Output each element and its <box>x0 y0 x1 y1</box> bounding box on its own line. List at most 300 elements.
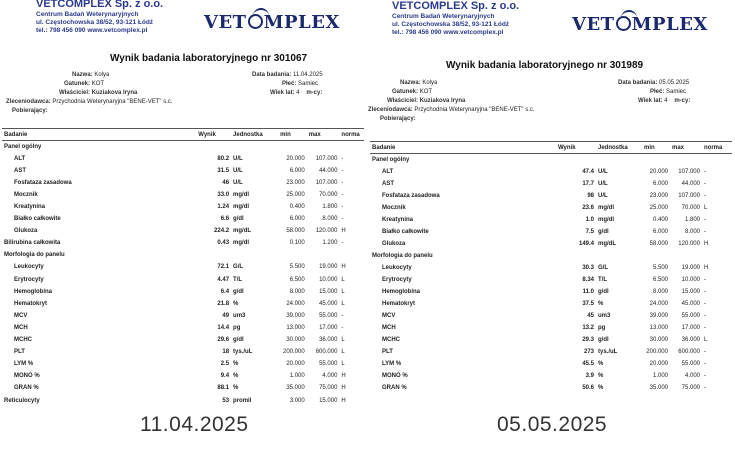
company-name: VETCOMPLEX Sp. z o.o. <box>36 0 164 10</box>
max-value: 70.000 <box>319 191 338 198</box>
result-value: 30.3 <box>582 264 594 271</box>
unit: g/dl <box>598 228 609 235</box>
max-value: 19.000 <box>681 264 700 271</box>
result-value: 273 <box>583 348 594 355</box>
table-row <box>370 202 732 214</box>
test-name: MCV <box>14 312 28 319</box>
owner-row: Właściciel: Kuziakova Iryna <box>59 90 138 96</box>
age-years: 4 <box>296 90 300 96</box>
result-value: 2.5 <box>220 361 230 368</box>
max-value: 45.000 <box>681 300 700 307</box>
table-row <box>2 394 364 406</box>
table-row <box>370 286 732 298</box>
section-row <box>2 249 364 261</box>
species-row: Gatunek: KOT <box>64 81 105 87</box>
result-value: 88.1 <box>217 385 230 392</box>
unit: g/dl <box>233 288 244 295</box>
test-name: Fosfataza zasadowa <box>14 179 72 186</box>
max-value: 45.000 <box>319 300 338 307</box>
min-value: 13.000 <box>649 324 668 331</box>
company-name: VETCOMPLEX Sp. z o.o. <box>392 0 520 12</box>
min-value: 20.000 <box>286 361 305 368</box>
norm-flag: - <box>704 348 706 355</box>
test-name: Erytrocyty <box>382 276 412 283</box>
report-title: Wynik badania laboratoryjnego nr 301067 <box>110 53 308 64</box>
section-label: Morfologia do panelu <box>372 252 433 259</box>
section-label: Panel ogólny <box>372 156 410 163</box>
column-header-norma: norma <box>702 142 732 154</box>
min-value: 1.000 <box>289 373 305 380</box>
max-value: 55.000 <box>681 312 700 319</box>
result-value: 1.0 <box>585 216 594 223</box>
unit: U/L <box>598 192 608 199</box>
table-row <box>2 261 364 273</box>
table-row <box>2 189 364 201</box>
test-date-row: Data badania: 05.05.2025 <box>618 80 690 86</box>
result-value: 29.6 <box>217 337 230 344</box>
max-value: 44.000 <box>681 180 700 187</box>
table-row <box>370 358 732 370</box>
table-row <box>370 238 732 250</box>
section-row <box>2 141 364 153</box>
unit: g/dl <box>233 216 244 223</box>
section-label: Panel ogólny <box>4 143 42 150</box>
result-value: 47.4 <box>582 168 594 175</box>
table-row <box>370 322 732 334</box>
test-name: PLT <box>382 348 393 355</box>
test-name: Leukocyty <box>14 264 44 271</box>
table-row <box>370 226 732 238</box>
min-value: 13.000 <box>286 324 305 331</box>
min-value: 8.000 <box>289 288 305 295</box>
norm-flag: - <box>704 288 706 295</box>
max-value: 15.000 <box>319 288 338 295</box>
max-value: 107.000 <box>678 192 700 199</box>
test-name: Mocznik <box>382 204 406 211</box>
test-name: Hemoglobina <box>14 288 53 295</box>
max-value: 75.000 <box>319 385 338 392</box>
result-value: 0.43 <box>217 240 230 247</box>
test-name: Hematokryt <box>382 300 416 307</box>
test-name: AST <box>382 180 394 187</box>
unit: G/L <box>598 264 608 271</box>
date-caption-right: 05.05.2025 <box>497 413 608 436</box>
min-value: 39.000 <box>649 312 668 319</box>
min-value: 6.500 <box>652 276 668 283</box>
result-value: 45.5 <box>582 360 594 367</box>
min-value: 20.000 <box>649 168 668 175</box>
section-row <box>370 250 732 262</box>
norm-flag: - <box>341 204 344 211</box>
norm-flag: L <box>704 204 708 211</box>
test-name: AST <box>14 167 26 174</box>
test-name: MONO % <box>382 372 408 379</box>
test-name: MCH <box>382 324 396 331</box>
result-value: 8.34 <box>582 276 594 283</box>
norm-flag: L <box>341 288 345 295</box>
unit: g/dl <box>598 336 609 343</box>
test-name: MCH <box>14 324 28 331</box>
max-value: 600.000 <box>678 348 700 355</box>
test-name: PLT <box>14 349 25 356</box>
max-value: 107.000 <box>315 155 338 162</box>
unit: g/dl <box>233 337 244 344</box>
min-value: 25.000 <box>286 191 305 198</box>
max-value: 36.000 <box>681 336 700 343</box>
unit: % <box>598 372 604 379</box>
unit: U/L <box>598 168 608 175</box>
patient-name-row: Nazwa: Kolya <box>72 72 110 78</box>
test-date: 05.05.2025 <box>659 80 690 86</box>
table-row <box>2 177 364 189</box>
table-row <box>2 370 364 382</box>
max-value: 55.000 <box>319 312 338 319</box>
test-name: MONO % <box>14 373 40 380</box>
result-value: 49 <box>222 312 230 319</box>
unit: U/L <box>233 167 243 174</box>
max-value: 10.000 <box>319 276 338 283</box>
max-value: 36.000 <box>319 337 338 344</box>
table-row <box>370 346 732 358</box>
min-value: 30.000 <box>649 336 668 343</box>
table-row <box>370 382 732 394</box>
table-row <box>370 334 732 346</box>
result-value: 53 <box>222 397 230 404</box>
unit: mg/dl <box>233 240 250 247</box>
collector-row: Pobierający: <box>380 116 416 122</box>
unit: % <box>598 360 604 367</box>
max-value: 75.000 <box>681 384 700 391</box>
test-name: MCHC <box>382 336 400 343</box>
logo-o-icon <box>248 14 263 29</box>
result-value: 80.2 <box>217 155 230 162</box>
min-value: 6.000 <box>652 228 668 235</box>
unit: % <box>598 384 604 391</box>
column-header-jednostka: Jednostka <box>596 142 642 154</box>
section-row <box>370 154 732 166</box>
owner: Kuziakova Iryna <box>419 98 466 104</box>
species: KOT <box>419 89 433 95</box>
min-value: 6.000 <box>289 216 305 223</box>
max-value: 15.000 <box>681 288 700 295</box>
norm-flag: - <box>704 228 706 235</box>
unit: promil <box>233 397 252 404</box>
result-value: 50.6 <box>582 384 594 391</box>
result-value: 6.6 <box>220 216 230 223</box>
test-name: Glukoza <box>14 228 38 235</box>
unit: tys./uL <box>233 349 253 356</box>
max-value: 19.000 <box>319 264 338 271</box>
norm-flag: - <box>341 179 344 186</box>
table-row <box>370 214 732 226</box>
species: KOT <box>91 81 105 87</box>
unit: g/dl <box>598 288 609 295</box>
max-value: 600.000 <box>315 349 338 356</box>
test-name: Kreatynina <box>14 204 46 211</box>
report-title: Wynik badania laboratoryjnego nr 301989 <box>446 60 644 71</box>
table-row <box>2 225 364 237</box>
unit: um3 <box>233 312 246 319</box>
unit: % <box>233 361 239 368</box>
test-name: LYM % <box>382 360 402 367</box>
age-years: 4 <box>664 98 668 104</box>
vetcomplex-logo: VET MPLEX <box>572 14 708 35</box>
collector-row: Pobierający: <box>12 108 48 114</box>
sex-row: Płeć: Samiec <box>282 81 319 87</box>
test-date: 11.04.2025 <box>293 72 323 78</box>
age-row: Wiek lat: 4 m-cy: <box>638 98 691 104</box>
norm-flag: H <box>341 397 346 404</box>
test-date-row: Data badania: 11.04.2025 <box>252 72 323 78</box>
sex: Samiec <box>298 81 319 87</box>
table-row <box>2 334 364 346</box>
test-name: LYM % <box>14 361 34 368</box>
test-name: Reticulocyty <box>4 397 40 404</box>
patient-name-row: Nazwa: Kolya <box>400 80 438 86</box>
min-value: 23.000 <box>649 192 668 199</box>
test-name: Hematokryt <box>14 300 48 307</box>
result-value: 9.4 <box>220 373 230 380</box>
patient-name: Kolya <box>422 80 438 86</box>
table-row <box>2 322 364 334</box>
min-value: 39.000 <box>286 312 305 319</box>
max-value: 107.000 <box>678 168 700 175</box>
column-header-badanie: Badanie <box>370 142 556 154</box>
min-value: 8.000 <box>652 288 668 295</box>
norm-flag: - <box>341 216 344 223</box>
unit: % <box>233 373 239 380</box>
table-row <box>2 274 364 286</box>
table-row <box>370 166 732 178</box>
norm-flag: H <box>341 385 346 392</box>
result-value: 13.2 <box>582 324 594 331</box>
date-caption-left: 11.04.2025 <box>140 413 249 436</box>
min-value: 58.000 <box>286 228 305 235</box>
table-row <box>2 153 364 165</box>
table-row <box>2 286 364 298</box>
results-table-left <box>2 128 364 407</box>
sex: Samiec <box>666 89 687 95</box>
max-value: 10.000 <box>681 276 700 283</box>
norm-flag: - <box>704 276 706 283</box>
result-value: 6.4 <box>220 288 230 295</box>
result-value: 37.5 <box>582 300 594 307</box>
unit: pg <box>233 324 241 331</box>
min-value: 6.500 <box>289 276 305 283</box>
unit: % <box>233 300 239 307</box>
min-value: 0.100 <box>289 240 305 247</box>
client-row: Zleceniodawca: Przychodnia Weterynaryjna "BENE-VET" s.c. <box>368 107 535 113</box>
unit: G/L <box>233 264 244 271</box>
unit: um3 <box>598 312 611 319</box>
age-row: Wiek lat: 4 m-cy: <box>270 90 323 96</box>
unit: % <box>598 300 604 307</box>
norm-flag: H <box>341 264 346 271</box>
table-row <box>370 274 732 286</box>
norm-flag: - <box>341 312 344 319</box>
norm-flag: - <box>704 300 706 307</box>
unit: T/L <box>233 276 243 283</box>
min-value: 5.500 <box>289 264 305 271</box>
unit: U/L <box>233 179 243 186</box>
max-value: 1.800 <box>322 204 338 211</box>
result-value: 149.4 <box>578 240 594 247</box>
column-header-badanie: Badanie <box>2 129 196 141</box>
client: Przychodnia Weterynaryjna "BENE-VET" s.c. <box>52 99 173 105</box>
unit: mg/dL <box>233 228 252 235</box>
norm-flag: - <box>704 372 706 379</box>
test-name: Białko całkowite <box>382 228 429 235</box>
table-header <box>370 142 732 154</box>
company-line-1: Centrum Badań Weterynaryjnych <box>36 11 139 18</box>
table-row <box>370 190 732 202</box>
section-label: Morfologia do panelu <box>4 252 65 259</box>
table-row <box>2 382 364 394</box>
results-table-right <box>370 141 732 394</box>
unit: T/L <box>598 276 607 283</box>
max-value: 1.800 <box>684 216 700 223</box>
min-value: 35.000 <box>649 384 668 391</box>
norm-flag: L <box>341 361 345 368</box>
max-value: 1.200 <box>322 240 338 247</box>
table-row <box>370 178 732 190</box>
result-value: 1.24 <box>217 204 230 211</box>
min-value: 200.000 <box>646 348 668 355</box>
norm-flag: - <box>704 192 706 199</box>
company-line-3: tel.: 798 456 090 www.vetcomplex.pl <box>36 27 148 34</box>
column-header-min: min <box>278 129 307 141</box>
client-row: Zleceniodawca: Przychodnia Weterynaryjna "BENE-VET" s.c. <box>6 99 173 105</box>
test-name: Kreatynina <box>382 216 414 223</box>
min-value: 23.000 <box>286 179 305 186</box>
unit: tys./uL <box>598 348 618 355</box>
result-value: 29.3 <box>582 336 594 343</box>
max-value: 4.000 <box>684 372 700 379</box>
result-value: 14.4 <box>217 324 230 331</box>
client: Przychodnia Weterynaryjna "BENE-VET" s.c. <box>414 107 535 113</box>
norm-flag: H <box>341 373 346 380</box>
test-name: MCV <box>382 312 396 319</box>
test-name: GRAN % <box>382 384 407 391</box>
column-header-wynik: Wynik <box>556 142 596 154</box>
min-value: 35.000 <box>286 385 305 392</box>
norm-flag: L <box>341 349 345 356</box>
norm-flag: - <box>704 324 706 331</box>
table-row <box>370 262 732 274</box>
column-header-max: max <box>670 142 702 154</box>
species-row: Gatunek: KOT <box>392 89 433 95</box>
max-value: 120.000 <box>315 228 338 235</box>
result-value: 7.5 <box>585 228 594 235</box>
min-value: 25.000 <box>649 204 668 211</box>
norm-flag: L <box>704 336 708 343</box>
unit: mg/dl <box>598 216 614 223</box>
max-value: 120.000 <box>678 240 700 247</box>
result-value: 46 <box>222 179 230 186</box>
max-value: 44.000 <box>319 167 338 174</box>
test-name: ALT <box>382 168 394 175</box>
max-value: 15.000 <box>319 397 338 404</box>
min-value: 30.000 <box>286 337 305 344</box>
unit: mg/dl <box>233 204 250 211</box>
test-name: ALT <box>14 155 26 162</box>
max-value: 17.000 <box>319 324 338 331</box>
norm-flag: H <box>704 240 709 247</box>
norm-flag: - <box>341 155 344 162</box>
norm-flag: H <box>341 228 346 235</box>
min-value: 5.500 <box>652 264 668 271</box>
min-value: 24.000 <box>649 300 668 307</box>
min-value: 6.000 <box>652 180 668 187</box>
min-value: 24.000 <box>286 300 305 307</box>
result-value: 17.7 <box>582 180 594 187</box>
norm-flag: - <box>704 384 706 391</box>
lab-report-right <box>366 0 735 420</box>
result-value: 33.0 <box>217 191 230 198</box>
result-value: 18 <box>222 349 230 356</box>
column-header-max: max <box>307 129 340 141</box>
max-value: 4.000 <box>322 373 338 380</box>
result-value: 23.6 <box>582 204 594 211</box>
norm-flag: - <box>341 324 344 331</box>
norm-flag: - <box>704 312 706 319</box>
column-header-norma: norma <box>339 129 364 141</box>
table-row <box>2 213 364 225</box>
result-value: 4.47 <box>217 276 230 283</box>
max-value: 17.000 <box>681 324 700 331</box>
table-row <box>2 310 364 322</box>
test-name: Erytrocyty <box>14 276 44 283</box>
table-row <box>2 237 364 249</box>
sex-row: Płeć: Samiec <box>650 89 687 95</box>
min-value: 20.000 <box>649 360 668 367</box>
result-value: 224.2 <box>214 228 230 235</box>
lab-report-left <box>0 0 364 404</box>
table-row <box>370 310 732 322</box>
table-row <box>370 370 732 382</box>
max-value: 70.000 <box>681 204 700 211</box>
company-line-2: ul. Częstochowska 38/52, 93-121 Łódź <box>392 21 510 28</box>
company-line-1: Centrum Badań Weterynaryjnych <box>392 13 495 20</box>
norm-flag: L <box>341 337 345 344</box>
test-name: Bilirubina całkowita <box>4 240 61 247</box>
result-value: 31.5 <box>217 167 230 174</box>
min-value: 0.400 <box>289 204 305 211</box>
test-name: Glukoza <box>382 240 406 247</box>
vetcomplex-logo: VET MPLEX <box>204 12 340 33</box>
table-row <box>2 165 364 177</box>
unit: mg/dl <box>598 204 614 211</box>
test-name: Leukocyty <box>382 264 412 271</box>
max-value: 55.000 <box>319 361 338 368</box>
column-header-jednostka: Jednostka <box>231 129 278 141</box>
test-name: Mocznik <box>14 191 38 198</box>
result-value: 98 <box>587 192 594 199</box>
result-value: 45 <box>587 312 594 319</box>
result-value: 11.0 <box>582 288 594 295</box>
company-line-3: tel.: 798 456 090 www.vetcomplex.pl <box>392 29 504 36</box>
column-header-min: min <box>642 142 670 154</box>
column-header-wynik: Wynik <box>196 129 231 141</box>
min-value: 0.400 <box>652 216 668 223</box>
norm-flag: L <box>341 276 345 283</box>
test-name: MCHC <box>14 337 32 344</box>
unit: mg/dl <box>233 191 250 198</box>
max-value: 8.000 <box>684 228 700 235</box>
min-value: 1.000 <box>652 372 668 379</box>
result-value: 3.9 <box>585 372 594 379</box>
unit: mg/dL <box>598 240 616 247</box>
